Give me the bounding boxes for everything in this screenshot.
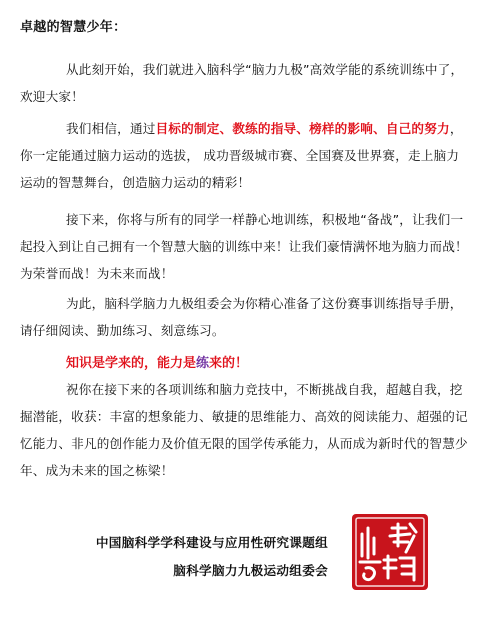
slogan-part1: 知识是学来的，能力是: [66, 356, 197, 371]
slogan: [66, 352, 248, 371]
paragraph-training-text: 接下来，你将与所有的同学一样静心地训练，积极地“备战”，让我们一起投入到让自己拥有一个智慧大脑的训练中来！让我们豪情满怀地为脑力而战！为荣誉而战！为未来而战！: [20, 212, 468, 281]
paragraph-wishes-text: 祝你在接下来的各项训练和脑力竞技中，不断挑战自我，超越自我，挖掘潜能，收获：丰富的想象能力、敏捷的思维能力、高效的阅读能力、超强的记忆能力、非凡的创作能力及价值无限的国学传承能力，从而成为新时代的智慧少年、成为未来的国之栋梁！: [20, 382, 468, 478]
paragraph-handbook-text: 为此，脑科学脑力九极组委会为你精心准备了这份赛事训练指导手册，请仔细阅读、勤加练习、刻意练习。: [20, 296, 463, 338]
paragraph-training: [20, 206, 470, 287]
paragraph-welcome: [20, 56, 470, 110]
paragraph-belief-pre: 我们相信，通过: [66, 121, 156, 136]
paragraph-welcome-text: 从此刻开始，我们就进入脑科学“脑力九极”高效学能的系统训练中了，欢迎大家！: [20, 62, 464, 104]
signature-org-research-group: 中国脑科学学科建设与应用性研究课题组: [95, 535, 328, 550]
seal-stamp-icon: [350, 512, 430, 592]
signature-org-committee: 脑科学脑力九极运动组委会: [173, 563, 328, 578]
paragraph-belief: [20, 115, 470, 196]
paragraph-handbook: [20, 290, 470, 344]
slogan-part2: 练: [196, 356, 210, 371]
greeting: 卓越的智慧少年：: [20, 20, 127, 35]
paragraph-wishes: [20, 376, 470, 484]
paragraph-belief-post: ，你一定能通过脑力运动的选拔， 成功晋级城市赛、全国赛及世界赛，走上脑力运动的智慧舞台，创造脑力运动的精彩！: [20, 121, 463, 190]
slogan-part3: 来的！: [209, 356, 249, 371]
paragraph-belief-emphasis: 目标的制定、教练的指导、榜样的影响、自己的努力: [155, 121, 450, 136]
